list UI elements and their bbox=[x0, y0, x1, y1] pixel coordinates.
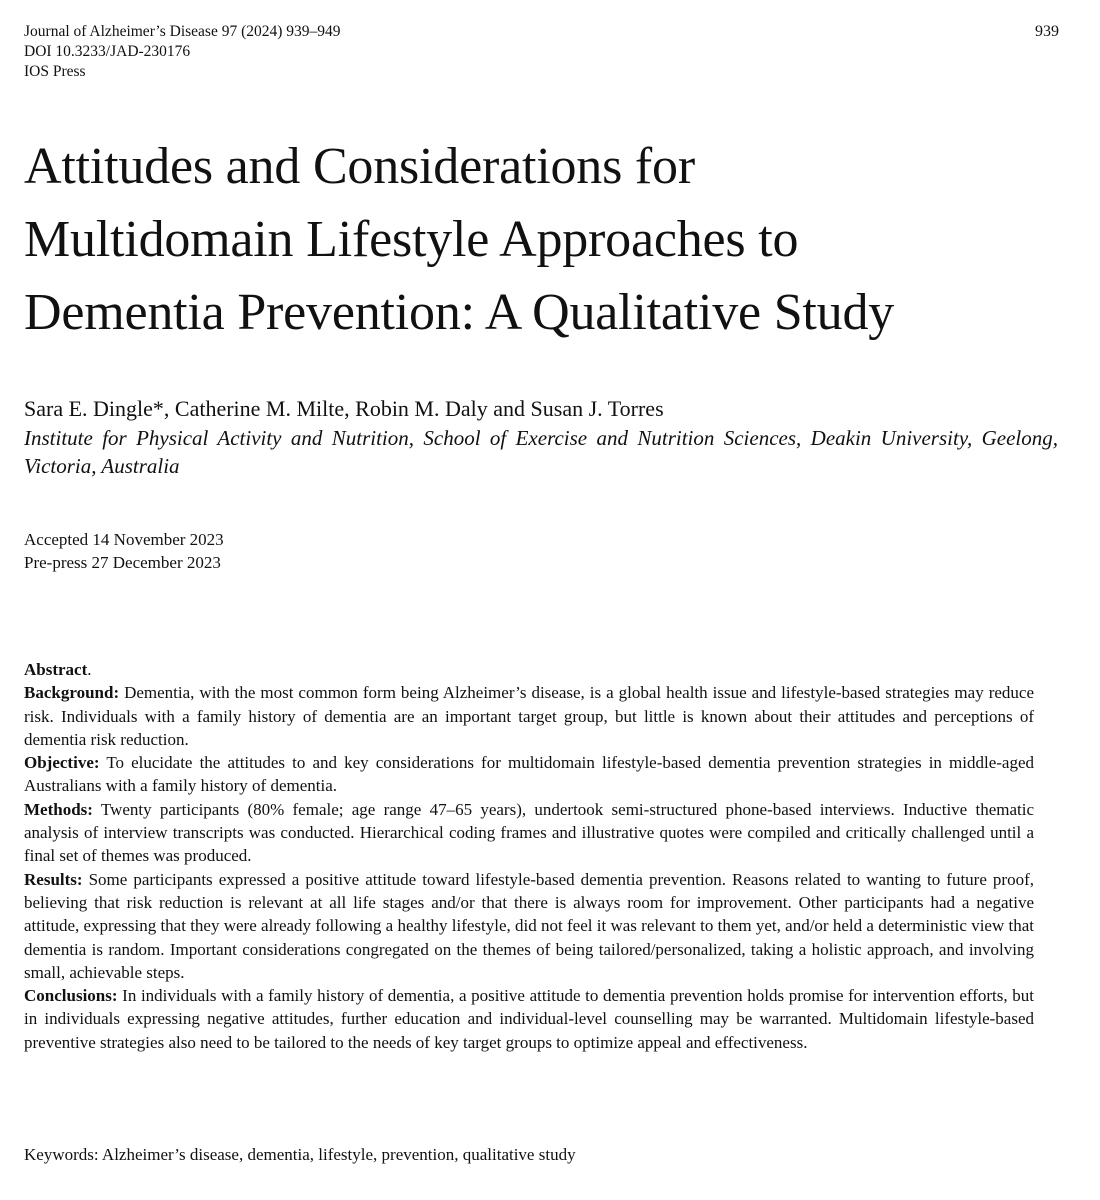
methods-label: Methods: bbox=[24, 799, 93, 819]
doi: DOI 10.3233/JAD-230176 bbox=[24, 43, 191, 60]
objective-text: To elucidate the attitudes to and key considerations for multidomain lifestyle-based dementia prevention strategies in middle-aged Australians with a family history of dementia. bbox=[24, 753, 1034, 796]
keywords: Keywords: Alzheimer’s disease, dementia, lifestyle, prevention, qualitative study bbox=[24, 1145, 576, 1164]
publisher: IOS Press bbox=[24, 63, 86, 80]
abstract-methods bbox=[24, 798, 1034, 868]
background-label: Background: bbox=[24, 683, 120, 703]
methods-text: Twenty participants (80% female; age range 47–65 years), undertook semi-structured phone-based interviews. Inductive thematic analysis of interview transcripts was conducted. Hierarchical coding frames and illustrative quotes were compiled and critically challenged until a final set of themes was produced. bbox=[24, 799, 1034, 866]
abstract-results bbox=[24, 868, 1034, 984]
page-number: 939 bbox=[1035, 23, 1059, 40]
abstract-heading bbox=[24, 658, 1034, 681]
objective-label: Objective: bbox=[24, 753, 100, 773]
abstract-heading-period: . bbox=[87, 660, 92, 679]
affiliation: Institute for Physical Activity and Nutrition, School of Exercise and Nutrition Sciences, Deakin University, Geelong, Victoria, Australia bbox=[24, 426, 1058, 478]
title-line-2: Multidomain Lifestyle Approaches to bbox=[24, 211, 799, 268]
conclusions-text: In individuals with a family history of dementia, a positive attitude to dementia prevention holds promise for intervention efforts, but in individuals expressing negative attitudes, further education and individual-level counselling may be warranted. Multidomain lifestyle-based preventive strategies also need to be tailored to the needs of key target groups to optimize appeal and effectiveness. bbox=[24, 986, 1034, 1052]
abstract-objective bbox=[24, 751, 1034, 798]
abstract-conclusions bbox=[24, 984, 1034, 1054]
background-text: Dementia, with the most common form being Alzheimer’s disease, is a global health issue and lifestyle-based strategies may reduce risk. Individuals with a family history of dementia are an important target group, but little is known about their attitudes and perceptions of dementia risk reduction. bbox=[24, 683, 1034, 749]
results-label: Results: bbox=[24, 869, 83, 889]
title-line-1: Attitudes and Considerations for bbox=[24, 138, 695, 195]
journal-citation: Journal of Alzheimer’s Disease 97 (2024) 939–949 bbox=[24, 23, 341, 40]
accepted-date: Accepted 14 November 2023 bbox=[24, 530, 224, 549]
abstract bbox=[24, 658, 1034, 1054]
journal-header bbox=[24, 22, 341, 82]
abstract-background bbox=[24, 681, 1034, 751]
publication-dates bbox=[24, 528, 224, 574]
prepress-date: Pre-press 27 December 2023 bbox=[24, 553, 221, 572]
title-line-3: Dementia Prevention: A Qualitative Study bbox=[24, 284, 895, 341]
conclusions-label: Conclusions: bbox=[24, 986, 118, 1006]
results-text: Some participants expressed a positive attitude toward lifestyle-based dementia prevention. Reasons related to wanting to future proof, believing that risk reduction is relevant at all life stages and/or that there is always room for improvement. Other participants had a negative attitude, expressing that they were already following a healthy lifestyle, did not feel it was relevant to them yet, and/or held a deterministic view that dementia is random. Important considerations congregated on the themes of being tailored/personalized, taking a holistic approach, and involving small, achievable steps. bbox=[24, 869, 1034, 982]
abstract-title: Abstract bbox=[24, 660, 88, 679]
author-list: Sara E. Dingle*, Catherine M. Milte, Robin M. Daly and Susan J. Torres bbox=[24, 396, 664, 421]
article-title bbox=[24, 130, 1074, 349]
